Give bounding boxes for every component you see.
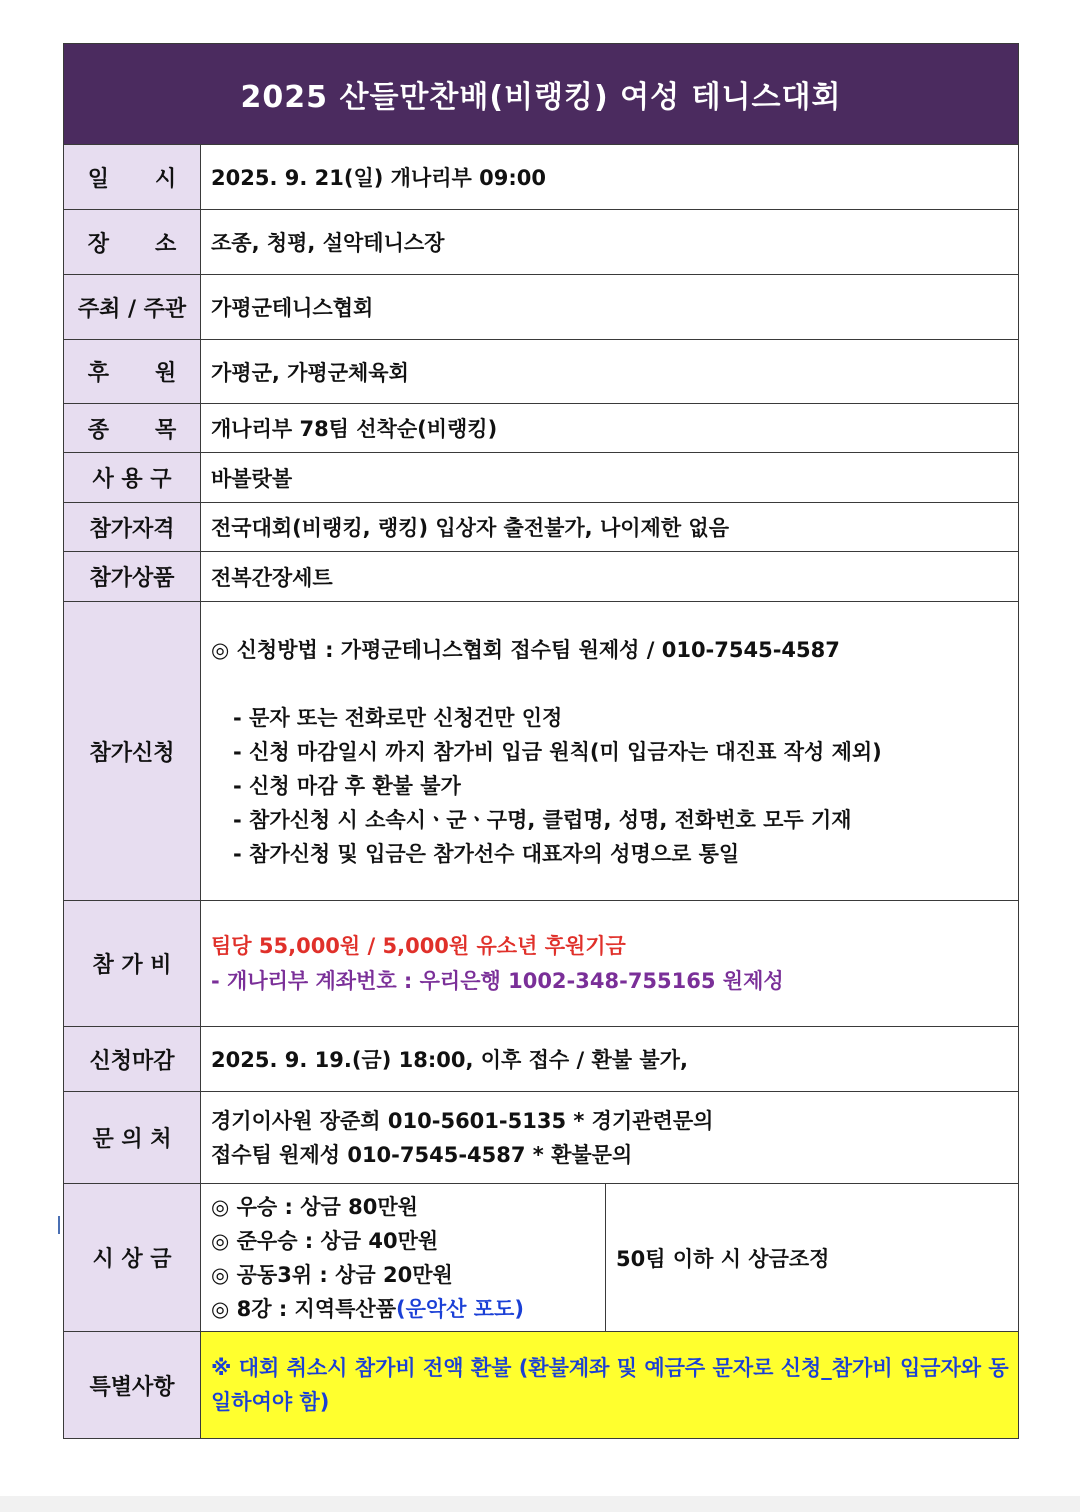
value-deadline: 2025. 9. 19.(금) 18:00, 이후 접수 / 환불 불가, bbox=[201, 1027, 1019, 1092]
page-title: 2025 산들만찬배(비랭킹) 여성 테니스대회 bbox=[64, 44, 1019, 145]
application-item: - 문자 또는 전화로만 신청건만 인정 bbox=[233, 706, 563, 730]
row-gift bbox=[64, 552, 1019, 602]
label-sponsor: 후 원 bbox=[64, 340, 201, 404]
value-ball: 바볼랏볼 bbox=[201, 453, 1019, 503]
prize-item bbox=[211, 1292, 597, 1326]
label-date: 일 시 bbox=[64, 145, 201, 210]
application-item: - 신청 마감일시 까지 참가비 입금 원칙(미 입금자는 대진표 작성 제외) bbox=[233, 740, 882, 764]
value-venue: 조종, 청평, 설악테니스장 bbox=[201, 210, 1019, 275]
edge-marker bbox=[58, 1216, 60, 1234]
value-event: 개나리부 78팀 선착순(비랭킹) bbox=[201, 404, 1019, 453]
row-special bbox=[64, 1332, 1019, 1439]
application-item: - 참가신청 및 입금은 참가선수 대표자의 성명으로 통일 bbox=[233, 842, 740, 866]
value-date: 2025. 9. 21(일) 개나리부 09:00 bbox=[201, 145, 1019, 210]
prize-item: ◎ 우승 : 상금 80만원 bbox=[211, 1194, 418, 1219]
value-prize-note: 50팀 이하 시 상금조정 bbox=[606, 1184, 1019, 1332]
prize-item: ◎ 준우승 : 상금 40만원 bbox=[211, 1228, 439, 1253]
value-gift: 전복간장세트 bbox=[201, 552, 1019, 602]
row-fee bbox=[64, 901, 1019, 1027]
label-eligibility: 참가자격 bbox=[64, 503, 201, 552]
value-fee bbox=[201, 901, 1019, 1027]
prize-item-text: ◎ 8강 : 지역특산품 bbox=[211, 1296, 396, 1321]
label-contact: 문 의 처 bbox=[64, 1092, 201, 1184]
label-ball: 사 용 구 bbox=[64, 453, 201, 503]
application-method: ◎ 신청방법 : 가평군테니스협회 접수팀 원제성 / 010-7545-4587 bbox=[211, 638, 840, 662]
application-item: - 신청 마감 후 환불 불가 bbox=[233, 774, 461, 798]
value-special: ※ 대회 취소시 참가비 전액 환불 (환불계좌 및 예금주 문자로 신청_참가비 입금자와 동일하여야 함) bbox=[201, 1332, 1019, 1439]
label-prize: 시 상 금 bbox=[64, 1184, 201, 1332]
row-host bbox=[64, 275, 1019, 340]
fee-amount: 팀당 55,000원 / 5,000원 유소년 후원기금 bbox=[211, 933, 626, 958]
value-sponsor: 가평군, 가평군체육회 bbox=[201, 340, 1019, 404]
value-eligibility: 전국대회(비랭킹, 랭킹) 입상자 출전불가, 나이제한 없음 bbox=[201, 503, 1019, 552]
row-prize bbox=[64, 1184, 1019, 1332]
event-info-table bbox=[63, 43, 1019, 1439]
row-ball bbox=[64, 453, 1019, 503]
fee-account: - 개나리부 계좌번호 : 우리은행 1002-348-755165 원제성 bbox=[211, 968, 784, 993]
prize-item-highlight: (운악산 포도) bbox=[395, 1296, 524, 1321]
value-contact bbox=[201, 1092, 1019, 1184]
label-host: 주최 / 주관 bbox=[64, 275, 201, 340]
row-date bbox=[64, 145, 1019, 210]
value-prize-list bbox=[201, 1184, 606, 1332]
application-item: - 참가신청 시 소속시ㆍ군ㆍ구명, 클럽명, 성명, 전화번호 모두 기재 bbox=[233, 808, 852, 832]
row-application bbox=[64, 602, 1019, 901]
label-application: 참가신청 bbox=[64, 602, 201, 901]
contact-line: 접수팀 원제성 010-7545-4587 * 환불문의 bbox=[211, 1142, 633, 1167]
row-contact bbox=[64, 1092, 1019, 1184]
bottom-strip bbox=[0, 1496, 1080, 1512]
row-eligibility bbox=[64, 503, 1019, 552]
label-gift: 참가상품 bbox=[64, 552, 201, 602]
label-event: 종 목 bbox=[64, 404, 201, 453]
row-event bbox=[64, 404, 1019, 453]
row-venue bbox=[64, 210, 1019, 275]
value-host: 가평군테니스협회 bbox=[201, 275, 1019, 340]
label-venue: 장 소 bbox=[64, 210, 201, 275]
contact-line: 경기이사원 장준희 010-5601-5135 * 경기관련문의 bbox=[211, 1108, 714, 1133]
row-sponsor bbox=[64, 340, 1019, 404]
row-deadline bbox=[64, 1027, 1019, 1092]
value-application bbox=[201, 602, 1019, 901]
label-fee: 참 가 비 bbox=[64, 901, 201, 1027]
title-row bbox=[64, 44, 1019, 145]
label-deadline: 신청마감 bbox=[64, 1027, 201, 1092]
label-special: 특별사항 bbox=[64, 1332, 201, 1439]
prize-item: ◎ 공동3위 : 상금 20만원 bbox=[211, 1262, 453, 1287]
